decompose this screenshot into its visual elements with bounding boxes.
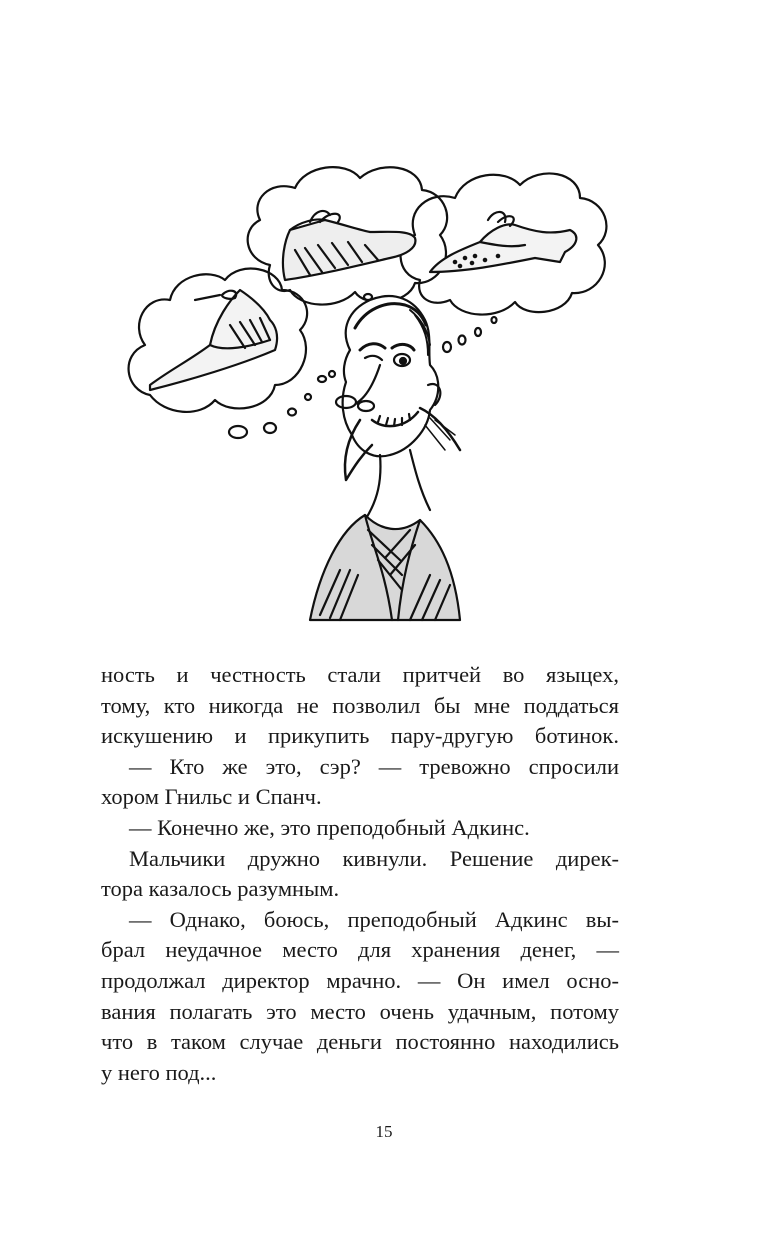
- shoe-right: [430, 224, 576, 272]
- shoe-middle: [283, 220, 416, 280]
- text-line: брал неудачное место для хранения денег, —: [101, 937, 619, 963]
- text-line: у него под...: [101, 1059, 217, 1085]
- text-line: вания полагать это место очень удачным, потому: [101, 998, 619, 1024]
- text-line: что в таком случае деньги постоянно находились: [101, 1029, 619, 1055]
- illustration: [110, 150, 650, 630]
- text-line: ность и честность стали притчей во языцех,: [101, 662, 619, 687]
- text-line: искушению и прикупить пару-другую ботинок.: [101, 723, 619, 749]
- man-dreaming-of-shoes-illustration: [110, 150, 650, 630]
- page-number: 15: [375, 1122, 393, 1141]
- text-line: — Однако, боюсь, преподобный Адкинс вы-: [129, 906, 619, 932]
- text-line: — Кто же это, сэр? — тревожно спросили: [129, 753, 619, 779]
- text-line: тому, кто никогда не позволил бы мне поддаться: [101, 692, 619, 718]
- text-line: Мальчики дружно кивнули. Решение дирек-: [129, 845, 619, 871]
- text-line: хором Гнильс и Спанч.: [101, 784, 322, 810]
- text-line: продолжал директор мрачно. — Он имел осно-: [101, 967, 619, 993]
- text-line: — Конечно же, это преподобный Адкинс.: [129, 814, 530, 840]
- body-text: [101, 660, 619, 1088]
- text-line: тора казалось разумным.: [101, 876, 340, 902]
- shoe-left: [150, 290, 277, 390]
